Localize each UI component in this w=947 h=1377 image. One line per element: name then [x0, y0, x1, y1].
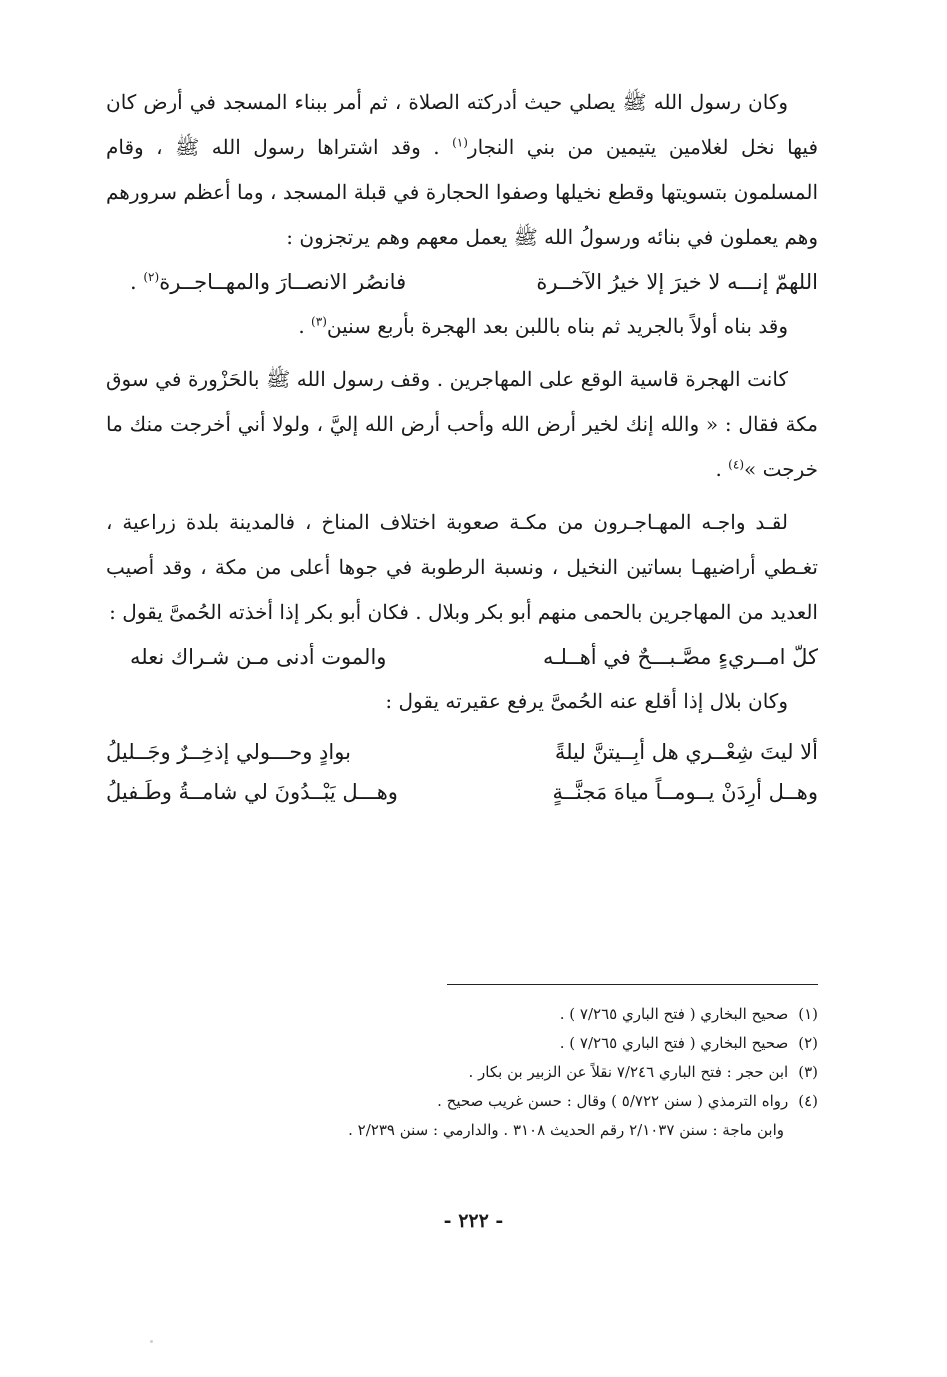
- paragraph-text: وكان رسول الله ﷺ يصلي حيث أدركته الصلاة ، ثم أمر ببناء المسجد في أرض كان فيها نخل لغلامين يتيمين من بني النجار: [106, 90, 818, 159]
- footnote-ref-2[interactable]: (٢): [143, 270, 160, 284]
- footnote-text: رواه الترمذي ( سنن ٥/٧٢٢ ) وقال : حسن غريب صحيح .: [437, 1092, 789, 1110]
- footnote-4-continuation: وابن ماجة : سنن ٢/١٠٣٧ رقم الحديث ٣١٠٨ . والدارمي : سنن ٢/٢٣٩ .: [348, 1121, 784, 1139]
- paragraph-text: كانت الهجرة قاسية الوقع على المهاجرين . وقف رسول الله ﷺ بالحَزْورة في سوق مكة فقال : « والله إنك لخير أرض الله وأحب أرض الله إليَّ ، ولولا أني أخرجت منك ما خرجت »: [106, 367, 818, 481]
- paragraph-bilal: وكان بلال إذا أقلع عنه الحُمىَّ يرفع عقيرته يقول :: [385, 689, 788, 713]
- footnote-text: ابن حجر : فتح الباري ٧/٢٤٦ نقلاً عن الزبير بن بكار .: [468, 1063, 789, 1081]
- footnote-2: [180, 1029, 818, 1058]
- spacer: [106, 349, 818, 357]
- paragraph-built-with-palm: [106, 304, 818, 349]
- footnote-number: (١): [798, 1005, 818, 1023]
- paragraph-end-mark: .: [298, 314, 312, 338]
- page-number: - ٢٢٢ -: [443, 1210, 504, 1232]
- footnote-3: [180, 1058, 818, 1087]
- paragraph-hijra-hardship: [106, 357, 818, 492]
- verse-end-mark: .: [130, 270, 144, 294]
- footnote-1: [180, 1000, 818, 1029]
- verse-hemistich-left-text: فانصُر الانصــارَ والمهــاجــرة: [159, 270, 407, 294]
- verse-hemistich-left: [106, 260, 406, 304]
- verse-hemistich-right: اللهمّ إنـــه لا خيرَ إلا خيرُ الآخــرة: [536, 270, 818, 294]
- verse-hemistich-left: بوادٍ وحـــولي إذخِــرٌ وجَــليلُ: [106, 740, 351, 764]
- verse-hemistich-right: ألا ليتَ شِعْــري هل أبِــيتنَّ ليلةً: [554, 740, 818, 764]
- paragraph-climate: لقـد واجـه المهـاجـرون من مكـة صعوبة اختلاف المناخ ، فالمدينة بلدة زراعية ، تغـطي أراضيهـا بساتين النخيل ، ونسبة الرطوبة في جوها أعلى من مكة ، وقد أصيب العديد من المهاجرين بالحمى منهم أبو بكر وبلال . فكان أبو بكر إذا أخذته الحُمىَّ يقول :: [106, 510, 818, 624]
- footnote-ref-4[interactable]: (٤): [728, 457, 744, 472]
- spacer: [106, 492, 818, 500]
- verse-line-1: [106, 260, 818, 304]
- footnote-ref-3[interactable]: (٣): [311, 314, 327, 329]
- footnote-4: [180, 1087, 818, 1116]
- paragraph-mosque-building: [106, 80, 818, 260]
- verse-line-2: [106, 635, 818, 679]
- paragraph-end-mark: .: [715, 457, 729, 481]
- footnote-number: (٤): [798, 1092, 818, 1110]
- footnote-number: (٣): [798, 1063, 818, 1081]
- main-text: [106, 80, 818, 812]
- spacer: [106, 724, 818, 732]
- footnote-ref-1[interactable]: (١): [452, 135, 468, 150]
- footnote-number: (٢): [798, 1034, 818, 1052]
- verse-line-3: [106, 732, 818, 772]
- verse-hemistich-left: والموت أدنى مـن شـراك نعله: [130, 645, 387, 669]
- paragraph-text-cont: . وقد اشتراها رسول الله ﷺ ، وقام المسلمون بتسويتها وقطع نخيلها وصفوا الحجارة في قبلة المسجد ، وما أعظم سرورهم وهم يعملون في بنائه ورسولُ الله ﷺ يعمل معهم وهم يرتجزون :: [106, 135, 818, 249]
- scan-speck: [150, 1340, 153, 1343]
- verse-line-4: [106, 772, 818, 812]
- footnote-text: صحيح البخاري ( فتح الباري ٧/٢٦٥ ) .: [559, 1034, 789, 1052]
- footnotes: [180, 1000, 818, 1145]
- footnote-separator: [447, 984, 818, 985]
- verse-hemistich-right: وهــل أرِدَنْ يــومــاً مياهَ مَجنَّــةٍ: [552, 780, 818, 804]
- footnote-text: صحيح البخاري ( فتح الباري ٧/٢٦٥ ) .: [559, 1005, 789, 1023]
- verse-hemistich-right: كلّ امــريءٍ مصَّـبـــحٌ في أهــلـه: [543, 645, 818, 669]
- page-body: [106, 80, 818, 812]
- paragraph-text: وقد بناه أولاً بالجريد ثم بناه باللبن بعد الهجرة بأربع سنين: [326, 314, 788, 338]
- verse-hemistich-left: وهـــل يَبْــدُونَ لي شامــةُ وطَـفيلُ: [106, 780, 398, 804]
